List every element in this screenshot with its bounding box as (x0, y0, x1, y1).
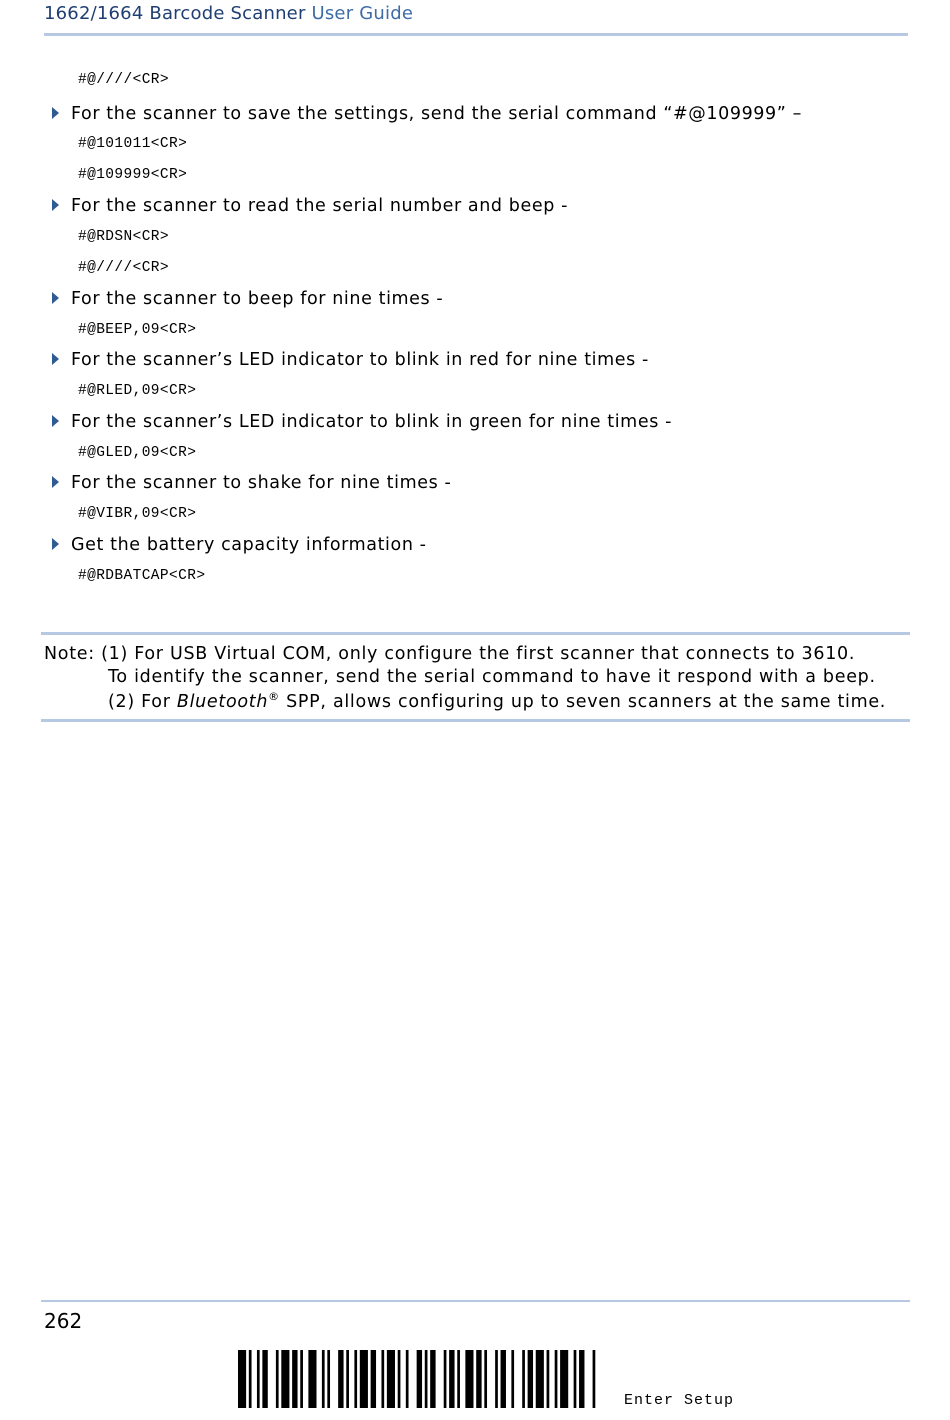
note-line-2: To identify the scanner, send the serial command to have it respond with a beep. (108, 667, 876, 687)
triangle-bullet-icon (52, 476, 59, 488)
barcode-bar (322, 1350, 325, 1408)
barcode-bar (398, 1350, 401, 1408)
barcode-bar (547, 1350, 550, 1408)
note-top-rule (41, 632, 910, 635)
barcode-bar (406, 1350, 409, 1408)
barcode-bar (300, 1350, 303, 1408)
barcode-bar (484, 1350, 487, 1408)
barcode-bar (555, 1350, 558, 1408)
code-line: #@RDBATCAP<CR> (78, 568, 206, 584)
barcode-bar (346, 1350, 349, 1408)
header-rule (44, 33, 908, 36)
footer-rule (41, 1300, 910, 1302)
enter-setup-barcode (238, 1350, 598, 1408)
bullet-item: For the scanner to save the settings, send the serial command “#@109999” – (52, 104, 802, 124)
barcode-bar (528, 1350, 533, 1408)
note-line-3: (2) For Bluetooth® SPP, allows configuring up to seven scanners at the same time. (108, 690, 887, 712)
barcode-bar (327, 1350, 330, 1408)
barcode-bar (360, 1350, 368, 1408)
barcode-bar (457, 1350, 460, 1408)
bullet-item: For the scanner to beep for nine times - (52, 289, 443, 309)
note-bottom-rule (41, 719, 910, 722)
barcode-bar (476, 1350, 481, 1408)
triangle-bullet-icon (52, 107, 59, 119)
barcode-bar (281, 1350, 289, 1408)
triangle-bullet-icon (52, 538, 59, 550)
barcode-bar (495, 1350, 498, 1408)
barcode-bar (249, 1350, 252, 1408)
bullet-item: Get the battery capacity information - (52, 535, 427, 555)
note-label: Note: (44, 644, 95, 664)
code-line: #@////<CR> (78, 260, 170, 276)
bullet-item: For the scanner’s LED indicator to blink in red for nine times - (52, 350, 649, 370)
barcode-bar (593, 1350, 596, 1408)
code-line: #@101011<CR> (78, 136, 188, 152)
triangle-bullet-icon (52, 415, 59, 427)
barcode-bar (430, 1350, 435, 1408)
barcode-bar (465, 1350, 473, 1408)
code-line: #@////<CR> (78, 72, 170, 88)
barcode-bar (238, 1350, 246, 1408)
running-header (44, 3, 413, 24)
barcode-bar (449, 1350, 454, 1408)
barcode-bar (308, 1350, 316, 1408)
triangle-bullet-icon (52, 353, 59, 365)
triangle-bullet-icon (52, 292, 59, 304)
barcode-bar (560, 1350, 568, 1408)
barcode-bar (381, 1350, 384, 1408)
code-line: #@VIBR,09<CR> (78, 506, 197, 522)
barcode-bar (444, 1350, 447, 1408)
barcode-bar (501, 1350, 506, 1408)
barcode-bar (262, 1350, 267, 1408)
barcode-bar (276, 1350, 279, 1408)
barcode-bar (257, 1350, 260, 1408)
note-line-1: Note: (1) For USB Virtual COM, only configure the first scanner that connects to 3610. (44, 644, 856, 664)
code-line: #@RLED,09<CR> (78, 383, 197, 399)
barcode-bar (417, 1350, 422, 1408)
code-line: #@109999<CR> (78, 167, 188, 183)
barcode-bar (511, 1350, 514, 1408)
bullet-item: For the scanner’s LED indicator to blink in green for nine times - (52, 412, 672, 432)
code-line: #@BEEP,09<CR> (78, 322, 197, 338)
barcode-bar (292, 1350, 297, 1408)
header-guide: User Guide (311, 3, 414, 24)
triangle-bullet-icon (52, 199, 59, 211)
barcode-bar (354, 1350, 357, 1408)
barcode-bar (425, 1350, 428, 1408)
barcode-bar (574, 1350, 577, 1408)
barcode-bar (579, 1350, 584, 1408)
barcode-bar (371, 1350, 376, 1408)
barcode-bar (338, 1350, 343, 1408)
code-line: #@GLED,09<CR> (78, 445, 197, 461)
barcode-caption: Enter Setup (624, 1392, 735, 1409)
bluetooth-brand: Bluetooth (176, 691, 269, 712)
code-line: #@RDSN<CR> (78, 229, 170, 245)
barcode-bar (536, 1350, 544, 1408)
header-product: 1662/1664 Barcode Scanner (44, 3, 306, 24)
bullet-item: For the scanner to read the serial number and beep - (52, 196, 568, 216)
bullet-item: For the scanner to shake for nine times - (52, 473, 451, 493)
barcode-bar (522, 1350, 525, 1408)
barcode-bar (387, 1350, 395, 1408)
page-number: 262 (44, 1309, 83, 1333)
